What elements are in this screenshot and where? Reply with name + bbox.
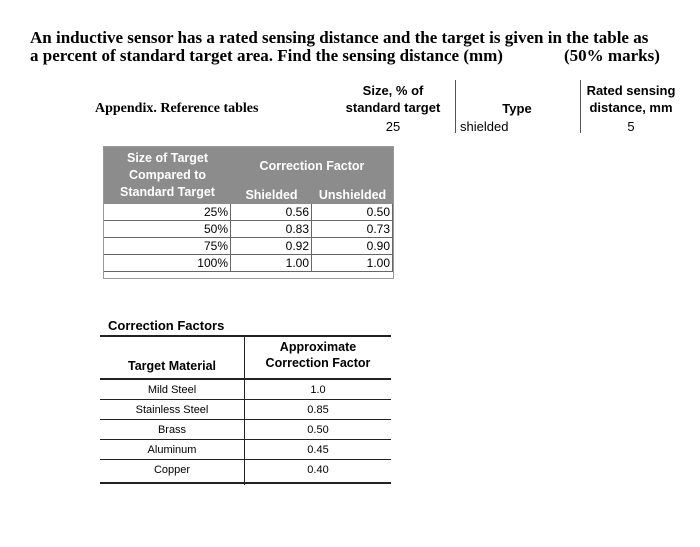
correction-factor-header: Correction Factor	[231, 147, 393, 186]
given-size-header-1: Size, % of	[362, 83, 424, 98]
given-size-header-2: standard target	[345, 100, 441, 115]
appendix-label: Appendix. Reference tables	[95, 101, 259, 116]
size-header-line: Size of Target	[126, 151, 209, 165]
shielded-cell: 0.56	[231, 204, 312, 221]
shielded-cell: 0.83	[231, 221, 312, 238]
size-header	[104, 147, 231, 204]
factor-cell: 0.40	[307, 464, 329, 476]
unshielded-cell: 0.73	[312, 221, 393, 238]
correction-factors-title: Correction Factors	[108, 318, 225, 333]
factor-cell: 1.0	[310, 384, 326, 396]
given-size-value: 25	[385, 119, 401, 134]
factor-cell: 0.50	[307, 424, 329, 436]
question-line-2: a percent of standard target area. Find the sensing distance (mm)	[30, 46, 503, 65]
size-cell: 25%	[104, 204, 231, 221]
size-header-line: Standard Target	[120, 185, 215, 199]
size-correction-table	[103, 146, 394, 279]
factor-header-2: Correction Factor	[265, 356, 371, 370]
factor-cell: 0.45	[307, 444, 329, 456]
shielded-cell: 1.00	[231, 255, 312, 272]
shielded-cell: 0.92	[231, 238, 312, 255]
given-type-header: Type	[502, 101, 532, 116]
factor-header-1: Approximate	[279, 340, 357, 354]
size-cell: 50%	[104, 221, 231, 238]
given-divider	[580, 80, 581, 133]
table-rule	[100, 335, 391, 337]
unshielded-cell: 0.50	[312, 204, 393, 221]
shielded-header: Shielded	[231, 186, 312, 204]
given-rated-value: 5	[627, 119, 635, 134]
given-divider	[455, 80, 456, 133]
size-header-line: Compared to	[128, 168, 207, 182]
factor-cell: 0.85	[307, 404, 329, 416]
material-cell: Mild Steel	[147, 384, 197, 396]
material-cell: Aluminum	[147, 444, 197, 456]
given-type-value: shielded	[460, 119, 509, 134]
material-cell: Brass	[157, 424, 187, 436]
given-rated-header-2: distance, mm	[589, 100, 673, 115]
question-line-1: An inductive sensor has a rated sensing distance and the target is given in the table as	[30, 28, 649, 47]
size-cell: 100%	[104, 255, 231, 272]
material-correction-table	[100, 335, 391, 485]
unshielded-cell: 1.00	[312, 255, 393, 272]
table-rule	[100, 482, 391, 484]
given-rated-header-1: Rated sensing	[586, 83, 676, 98]
size-cell: 75%	[104, 238, 231, 255]
material-cell: Copper	[153, 464, 191, 476]
material-header: Target Material	[128, 359, 216, 373]
unshielded-cell: 0.90	[312, 238, 393, 255]
marks-label: (50% marks)	[564, 46, 660, 65]
unshielded-header: Unshielded	[312, 186, 393, 204]
material-cell: Stainless Steel	[135, 404, 209, 416]
